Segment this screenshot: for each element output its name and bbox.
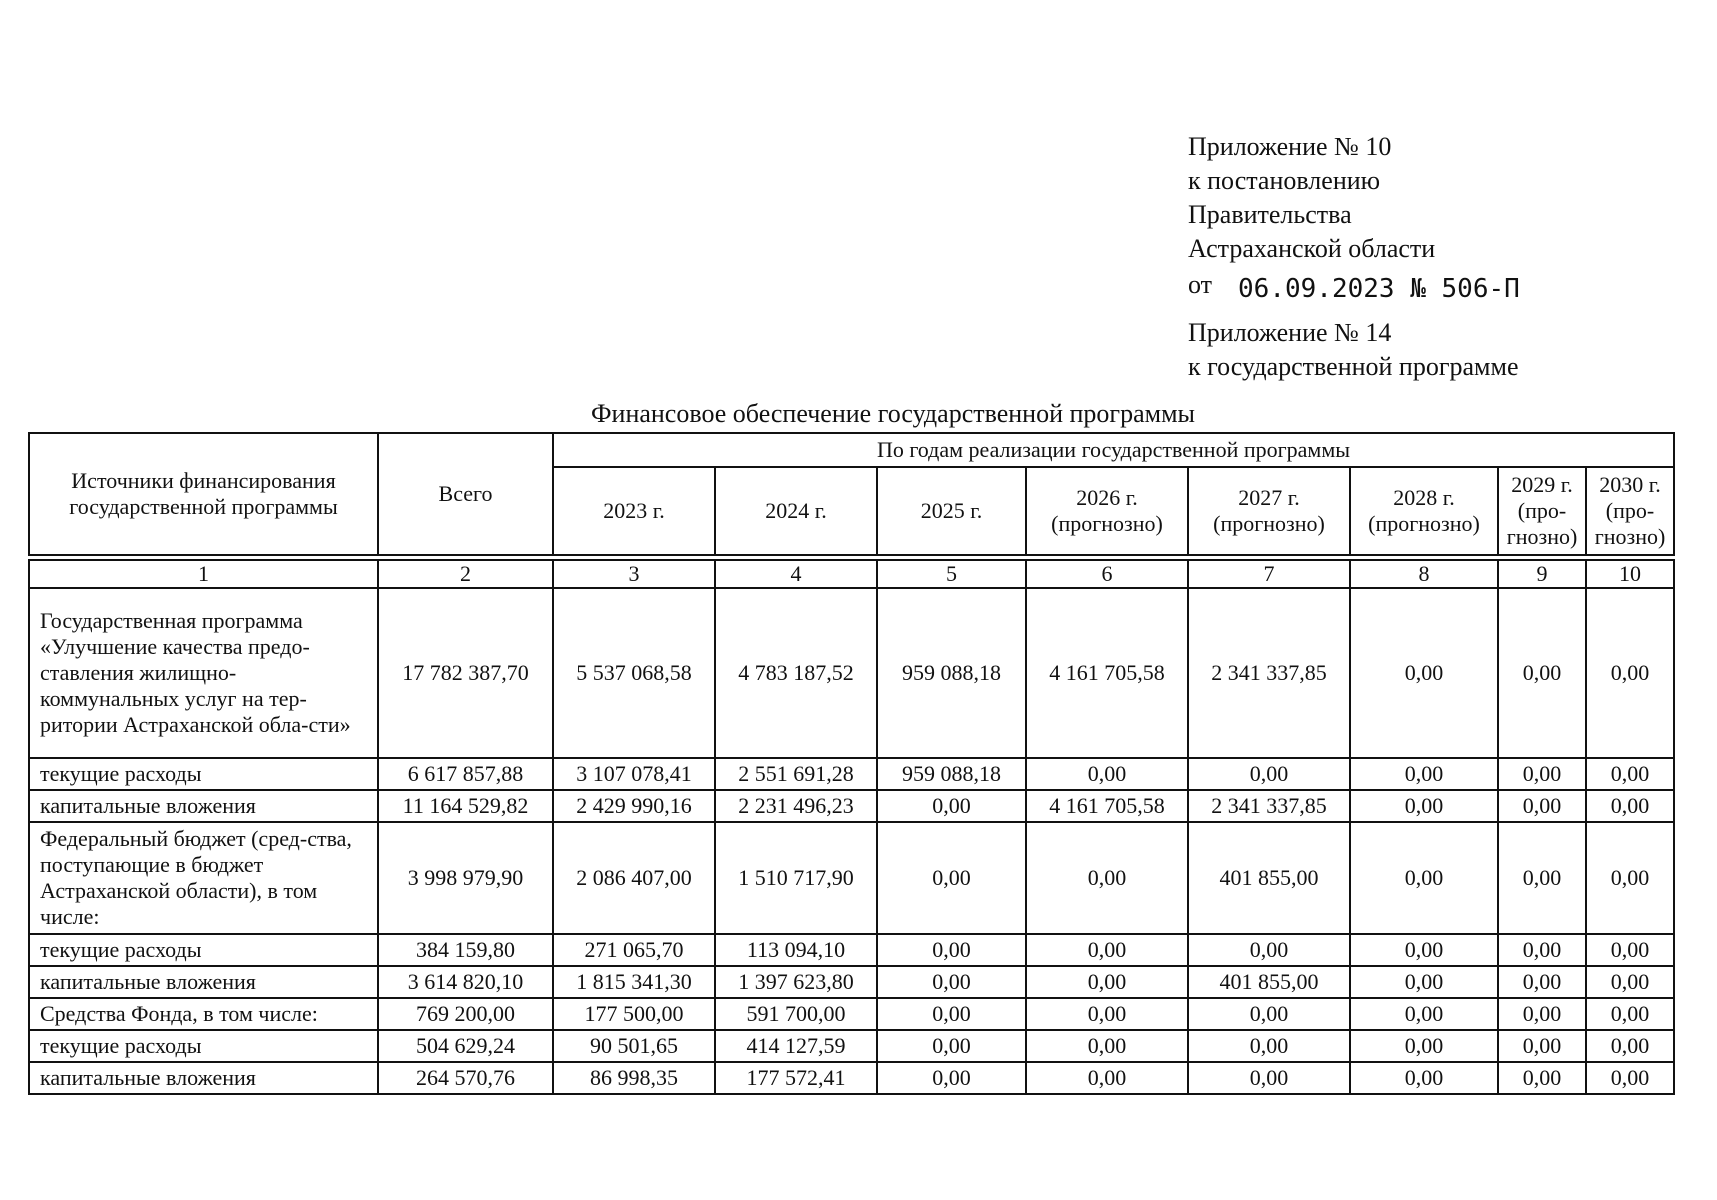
cell-value: 0,00	[1350, 966, 1498, 998]
header-year: 2025 г.	[877, 467, 1026, 555]
annex-block	[1188, 130, 1520, 384]
cell-value: 0,00	[877, 966, 1026, 998]
cell-value: 264 570,76	[378, 1062, 553, 1094]
cell-value: 0,00	[1188, 998, 1350, 1030]
cell-value: 0,00	[1350, 790, 1498, 822]
cell-value: 959 088,18	[877, 758, 1026, 790]
cell-value: 0,00	[877, 934, 1026, 966]
cell-value: 17 782 387,70	[378, 588, 553, 758]
table-row	[29, 822, 1674, 934]
header-year: 2026 г. (прогнозно)	[1026, 467, 1188, 555]
cell-value: 0,00	[1350, 758, 1498, 790]
table-body	[29, 555, 1674, 1094]
cell-value: 0,00	[1498, 1030, 1586, 1062]
cell-value: 86 998,35	[553, 1062, 715, 1094]
cell-value: 0,00	[1586, 934, 1674, 966]
column-index: 9	[1498, 560, 1586, 588]
row-label: капитальные вложения	[29, 790, 378, 822]
cell-value: 591 700,00	[715, 998, 877, 1030]
table-row	[29, 758, 1674, 790]
cell-value: 0,00	[1498, 934, 1586, 966]
annex-line: Правительства	[1188, 200, 1352, 229]
date-stamp: 06.09.2023 № 506-П	[1238, 274, 1520, 304]
cell-value: 0,00	[1498, 998, 1586, 1030]
cell-value: 0,00	[1586, 998, 1674, 1030]
cell-value: 90 501,65	[553, 1030, 715, 1062]
row-label: Федеральный бюджет (сред-ства, поступающие в бюджет Астраханской области), в том числе:	[29, 822, 378, 934]
header-total: Всего	[378, 433, 553, 555]
table-row	[29, 588, 1674, 758]
cell-value: 0,00	[1026, 1030, 1188, 1062]
cell-value: 0,00	[1026, 998, 1188, 1030]
cell-value: 384 159,80	[378, 934, 553, 966]
cell-value: 0,00	[1586, 758, 1674, 790]
column-index: 8	[1350, 560, 1498, 588]
cell-value: 0,00	[1498, 758, 1586, 790]
annex-line: Приложение № 14	[1188, 318, 1392, 347]
cell-value: 0,00	[877, 790, 1026, 822]
cell-value: 0,00	[877, 998, 1026, 1030]
table-row	[29, 998, 1674, 1030]
cell-value: 2 086 407,00	[553, 822, 715, 934]
cell-value: 0,00	[1586, 1062, 1674, 1094]
annex-line: к постановлению	[1188, 166, 1381, 195]
row-label: Государственная программа «Улучшение качества предо-ставления жилищно-коммунальных услуг на тер-ритории Астраханской обла-сти»	[29, 588, 378, 758]
column-index: 6	[1026, 560, 1188, 588]
row-label: капитальные вложения	[29, 1062, 378, 1094]
financing-table	[28, 432, 1675, 1095]
cell-value: 177 572,41	[715, 1062, 877, 1094]
cell-value: 0,00	[1586, 1030, 1674, 1062]
cell-value: 769 200,00	[378, 998, 553, 1030]
row-label: Средства Фонда, в том числе:	[29, 998, 378, 1030]
cell-value: 414 127,59	[715, 1030, 877, 1062]
cell-value: 959 088,18	[877, 588, 1026, 758]
cell-value: 0,00	[877, 1030, 1026, 1062]
cell-value: 0,00	[1498, 588, 1586, 758]
table-row	[29, 1062, 1674, 1094]
cell-value: 1 815 341,30	[553, 966, 715, 998]
document-title: Финансовое обеспечение государственной программы	[590, 399, 1196, 428]
cell-value: 11 164 529,82	[378, 790, 553, 822]
column-index: 4	[715, 560, 877, 588]
cell-value: 0,00	[1026, 758, 1188, 790]
cell-value: 0,00	[1586, 966, 1674, 998]
header-year: 2028 г. (прогнозно)	[1350, 467, 1498, 555]
column-index: 2	[378, 560, 553, 588]
cell-value: 0,00	[1498, 790, 1586, 822]
cell-value: 6 617 857,88	[378, 758, 553, 790]
cell-value: 0,00	[1188, 1062, 1350, 1094]
cell-value: 1 397 623,80	[715, 966, 877, 998]
table-row	[29, 1030, 1674, 1062]
header-by-years: По годам реализации государственной программы	[553, 433, 1674, 467]
cell-value: 177 500,00	[553, 998, 715, 1030]
column-index: 5	[877, 560, 1026, 588]
cell-value: 0,00	[1188, 934, 1350, 966]
header-year: 2029 г. (про-гнозно)	[1498, 467, 1586, 555]
table-row	[29, 934, 1674, 966]
cell-value: 0,00	[1188, 1030, 1350, 1062]
cell-value: 0,00	[1350, 934, 1498, 966]
column-index: 7	[1188, 560, 1350, 588]
column-index: 1	[29, 560, 378, 588]
row-label: текущие расходы	[29, 758, 378, 790]
column-index: 10	[1586, 560, 1674, 588]
annex-line: к государственной программе	[1188, 352, 1519, 381]
cell-value: 2 341 337,85	[1188, 790, 1350, 822]
annex-line: Приложение № 10	[1188, 132, 1392, 161]
resolution-date-line	[1188, 268, 1520, 302]
row-label: капитальные вложения	[29, 966, 378, 998]
cell-value: 401 855,00	[1188, 966, 1350, 998]
cell-value: 3 614 820,10	[378, 966, 553, 998]
header-year: 2030 г. (про-гнозно)	[1586, 467, 1674, 555]
cell-value: 0,00	[1350, 588, 1498, 758]
cell-value: 0,00	[1498, 1062, 1586, 1094]
cell-value: 2 551 691,28	[715, 758, 877, 790]
cell-value: 504 629,24	[378, 1030, 553, 1062]
cell-value: 2 231 496,23	[715, 790, 877, 822]
cell-value: 401 855,00	[1188, 822, 1350, 934]
header-year: 2023 г.	[553, 467, 715, 555]
cell-value: 4 161 705,58	[1026, 790, 1188, 822]
cell-value: 3 998 979,90	[378, 822, 553, 934]
date-prefix: от	[1188, 270, 1213, 299]
cell-value: 0,00	[1586, 822, 1674, 934]
cell-value: 3 107 078,41	[553, 758, 715, 790]
cell-value: 113 094,10	[715, 934, 877, 966]
column-index: 3	[553, 560, 715, 588]
cell-value: 0,00	[877, 1062, 1026, 1094]
cell-value: 0,00	[1026, 822, 1188, 934]
column-index-row	[29, 560, 1674, 588]
cell-value: 0,00	[1350, 1062, 1498, 1094]
row-label: текущие расходы	[29, 1030, 378, 1062]
cell-value: 5 537 068,58	[553, 588, 715, 758]
cell-value: 0,00	[1350, 998, 1498, 1030]
cell-value: 0,00	[877, 822, 1026, 934]
header-year: 2027 г. (прогнозно)	[1188, 467, 1350, 555]
table-row	[29, 966, 1674, 998]
annex-line: Астраханской области	[1188, 234, 1436, 263]
cell-value: 0,00	[1026, 1062, 1188, 1094]
table-header	[29, 433, 1674, 555]
cell-value: 4 783 187,52	[715, 588, 877, 758]
cell-value: 271 065,70	[553, 934, 715, 966]
cell-value: 4 161 705,58	[1026, 588, 1188, 758]
spacer	[1188, 302, 1520, 316]
cell-value: 0,00	[1188, 758, 1350, 790]
cell-value: 0,00	[1498, 822, 1586, 934]
cell-value: 0,00	[1350, 1030, 1498, 1062]
cell-value: 0,00	[1350, 822, 1498, 934]
cell-value: 2 429 990,16	[553, 790, 715, 822]
header-source: Источники финансирования государственной программы	[29, 433, 378, 555]
cell-value: 0,00	[1586, 588, 1674, 758]
row-label: текущие расходы	[29, 934, 378, 966]
cell-value: 0,00	[1026, 934, 1188, 966]
cell-value: 0,00	[1026, 966, 1188, 998]
cell-value: 2 341 337,85	[1188, 588, 1350, 758]
table-row	[29, 790, 1674, 822]
cell-value: 0,00	[1498, 966, 1586, 998]
cell-value: 1 510 717,90	[715, 822, 877, 934]
header-year: 2024 г.	[715, 467, 877, 555]
cell-value: 0,00	[1586, 790, 1674, 822]
